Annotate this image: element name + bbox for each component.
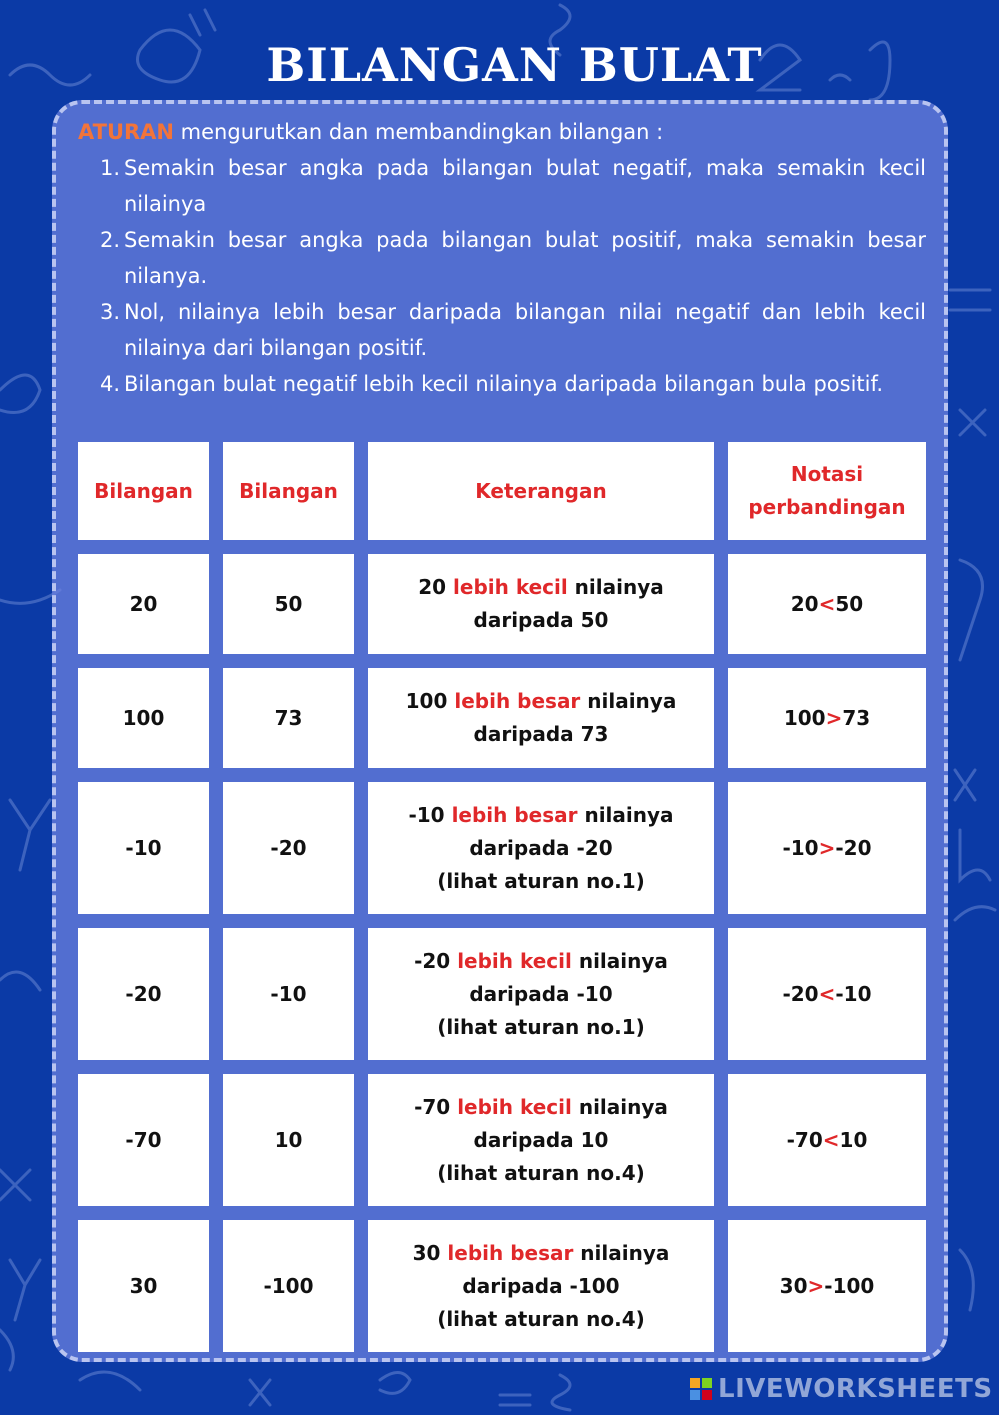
notasi-left: 20 xyxy=(790,591,819,616)
liveworksheets-watermark xyxy=(690,1374,993,1404)
rule-number: 1. xyxy=(100,156,121,180)
rule-item xyxy=(78,366,926,402)
notasi-right: 50 xyxy=(835,591,864,616)
keterangan-prefix: -70 xyxy=(414,1094,458,1119)
cell-bilangan-b: 50 xyxy=(223,554,354,654)
cell-notasi xyxy=(728,554,926,654)
notasi-left: 30 xyxy=(779,1273,808,1298)
keterangan-highlight: lebih kecil xyxy=(457,948,572,973)
notasi-right: -20 xyxy=(835,835,872,860)
cell-bilangan-a: -10 xyxy=(78,782,209,914)
cell-bilangan-a: -70 xyxy=(78,1074,209,1206)
rule-item xyxy=(78,294,926,366)
keterangan-suffix: nilainya daripada 10 xyxy=(473,1094,668,1152)
keterangan-prefix: -20 xyxy=(414,948,458,973)
cell-bilangan-a: 100 xyxy=(78,668,209,768)
notasi-left: 100 xyxy=(783,705,826,730)
rule-text: Bilangan bulat negatif lebih kecil nilainya daripada bilangan bula positif. xyxy=(124,372,884,396)
cell-keterangan xyxy=(368,928,714,1060)
rules-list xyxy=(78,150,926,402)
header-notasi: Notasi perbandingan xyxy=(728,442,926,540)
keterangan-highlight: lebih kecil xyxy=(457,1094,572,1119)
rule-item xyxy=(78,222,926,294)
watermark-text: LIVEWORKSHEETS xyxy=(718,1374,993,1404)
cell-bilangan-a: 30 xyxy=(78,1220,209,1352)
keterangan-suffix: nilainya daripada 73 xyxy=(473,689,677,746)
keterangan-highlight: lebih besar xyxy=(451,802,578,827)
notasi-operator: < xyxy=(822,1127,840,1152)
keterangan-highlight: lebih kecil xyxy=(453,575,568,599)
notasi-left: -10 xyxy=(782,835,819,860)
rule-text: Semakin besar angka pada bilangan bulat negatif, maka semakin kecil nilainya xyxy=(124,156,926,216)
header-keterangan: Keterangan xyxy=(368,442,714,540)
cell-bilangan-b: -100 xyxy=(223,1220,354,1352)
cell-keterangan xyxy=(368,1074,714,1206)
cell-bilangan-a: 20 xyxy=(78,554,209,654)
cell-notasi xyxy=(728,782,926,914)
cell-bilangan-b: -10 xyxy=(223,928,354,1060)
header-bilangan-1: Bilangan xyxy=(78,442,209,540)
notasi-right: -100 xyxy=(824,1273,875,1298)
keterangan-note: (lihat aturan no.4) xyxy=(437,1306,645,1331)
rule-number: 2. xyxy=(100,228,121,252)
rule-number: 3. xyxy=(100,300,121,324)
comparison-table xyxy=(78,442,928,1352)
cell-bilangan-b: -20 xyxy=(223,782,354,914)
notasi-operator: < xyxy=(818,591,836,616)
rules-heading-text: mengurutkan dan membandingkan bilangan : xyxy=(174,120,664,144)
rules-heading xyxy=(78,114,926,150)
notasi-operator: > xyxy=(807,1273,825,1298)
cell-keterangan xyxy=(368,1220,714,1352)
notasi-operator: < xyxy=(818,981,836,1006)
keterangan-suffix: nilainya daripada -10 xyxy=(469,948,668,1006)
cell-bilangan-a: -20 xyxy=(78,928,209,1060)
rule-item xyxy=(78,150,926,222)
cell-notasi xyxy=(728,1074,926,1206)
rules-keyword: ATURAN xyxy=(78,120,174,144)
notasi-operator: > xyxy=(818,835,836,860)
notasi-right: 73 xyxy=(842,705,871,730)
keterangan-prefix: -10 xyxy=(408,802,452,827)
cell-keterangan xyxy=(368,554,714,654)
cell-keterangan xyxy=(368,668,714,768)
rules-section xyxy=(78,114,926,402)
cell-keterangan xyxy=(368,782,714,914)
notasi-operator: > xyxy=(825,705,843,730)
keterangan-highlight: lebih besar xyxy=(447,1240,574,1265)
keterangan-note: (lihat aturan no.1) xyxy=(437,868,645,893)
rule-number: 4. xyxy=(100,372,121,396)
keterangan-note: (lihat aturan no.1) xyxy=(437,1014,645,1039)
cell-notasi xyxy=(728,1220,926,1352)
cell-notasi xyxy=(728,668,926,768)
cell-bilangan-b: 73 xyxy=(223,668,354,768)
keterangan-suffix: nilainya daripada -100 xyxy=(462,1240,670,1298)
keterangan-suffix: nilainya daripada -20 xyxy=(469,802,674,860)
notasi-right: -10 xyxy=(835,981,872,1006)
notasi-right: 10 xyxy=(839,1127,868,1152)
header-bilangan-2: Bilangan xyxy=(223,442,354,540)
rule-text: Nol, nilainya lebih besar daripada bilangan nilai negatif dan lebih kecil nilainya dari bilangan positif. xyxy=(124,300,926,360)
keterangan-prefix: 20 xyxy=(418,575,454,599)
keterangan-suffix: nilainya daripada 50 xyxy=(473,575,664,632)
keterangan-prefix: 100 xyxy=(405,689,455,713)
liveworksheets-logo-icon xyxy=(690,1378,712,1400)
cell-bilangan-b: 10 xyxy=(223,1074,354,1206)
keterangan-note: (lihat aturan no.4) xyxy=(437,1160,645,1185)
notasi-left: -70 xyxy=(786,1127,823,1152)
cell-notasi xyxy=(728,928,926,1060)
page-title: BILANGAN BULAT xyxy=(266,38,763,92)
keterangan-prefix: 30 xyxy=(412,1240,448,1265)
notasi-left: -20 xyxy=(782,981,819,1006)
rule-text: Semakin besar angka pada bilangan bulat positif, maka semakin besar nilanya. xyxy=(124,228,926,288)
keterangan-highlight: lebih besar xyxy=(454,689,581,713)
